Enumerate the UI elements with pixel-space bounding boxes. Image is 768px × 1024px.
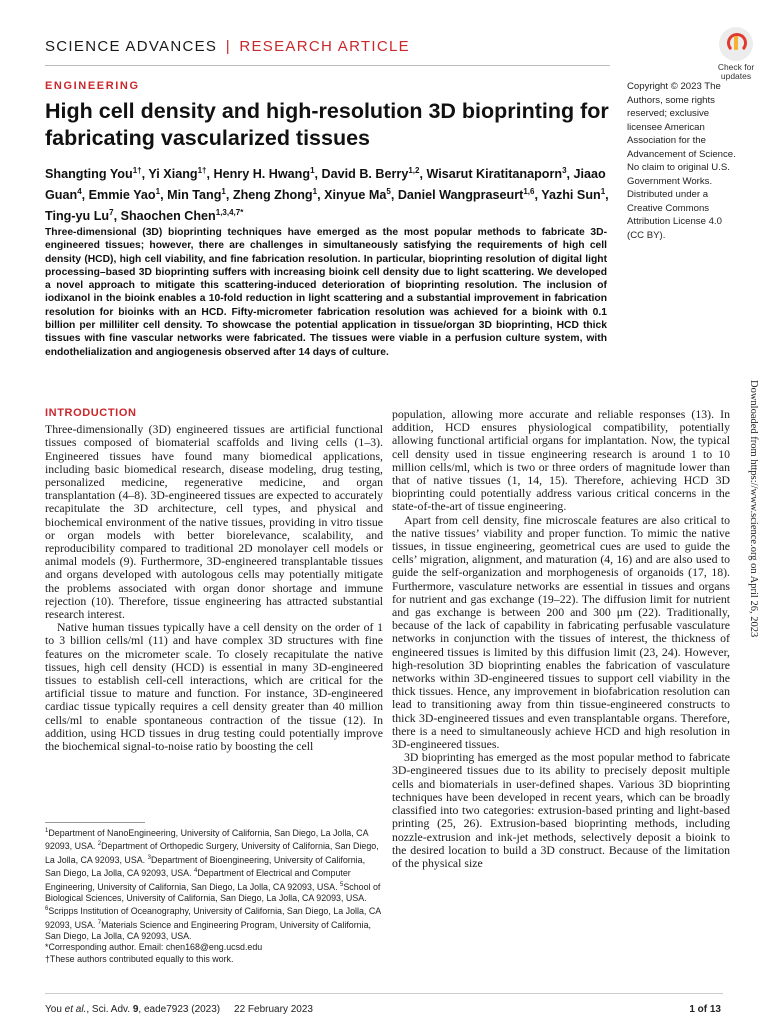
author-affiliation: 1 [155,187,161,197]
corresponding-author: *Corresponding author. Email: chen168@eng.ucsd.edu [45,942,263,953]
author-affiliation: 1 [600,187,606,197]
affiliation-number: 2 [97,841,102,848]
check-for-updates-badge[interactable] [709,27,763,83]
body-paragraph: Three-dimensionally (3D) engineered tissues are artificial functional tissues composed of biomaterial scaffolds and living cells (1–3). Engineered tissues have found many biomedical applications, including basic biomedical research, disease modeling, drug testing, personalized medicine, regenerative medicine, and organ transplantation (4–8). 3D-engineered tissues are expected to accurately recapitulate the 3D architecture, cell types, and physical and biochemical environment of the native tissues, providing in vitro tissue or organ models with better biorelevance, scalability, and reproducibility compared to traditional 2D monolayer cell models or animal models (9). Furthermore, 3D-engineered transplantable tissues and organs developed with autologous cells may potentially mitigate the problems associated with organ donor shortage and immune rejection (10). Therefore, tissue engineering has attracted substantial research interest. [45,422,383,622]
affiliation-number: 6 [45,906,49,913]
check-updates-label: Check for updates [717,62,755,81]
body-paragraph: 3D bioprinting has emerged as the most popular method to fabricate 3D-engineered tissues due to its ability to precisely deposit multiple cells and biomaterials in user-defined shapes. Various 3D bioprinting techniques have been developed in recent years, which can be broadly classified into two categories: extrusion-based printing and light-based printing (25, 26). Extrusion-based bioprinting methods, including nozzle-extrusion and ink-jet methods, selectively deposit a bioink to the desired location to build a 3D construct. Because of the limitation of the physical size [392,750,730,870]
footnotes [45,826,383,965]
affiliation-number: 1 [45,828,49,834]
header-separator: | [225,38,231,55]
author-name: Wisarut Kiratitanaporn [426,167,563,182]
author-affiliation: 1,3,4,7* [215,208,244,218]
author-affiliation: 1 [221,187,226,197]
affiliation-number: 3 [147,854,151,861]
copyright-notice: Copyright © 2023 The Authors, some rights reserved; exclusive licensee American Association for the Advancement of Science. No claim to original U.S. Government Works. Distributed under a Creative Commons Attribution License 4.0 (CC BY). [627,81,736,241]
affiliation-text: Department of Electrical and Computer Engineering, University of California, San Diego, La Jolla, CA 92093, USA. [45,868,351,892]
footnote-rule [45,822,145,823]
author-affiliation: 1† [197,166,207,175]
author-name: Emmie Yao [88,188,156,203]
affiliation-text: Department of Orthopedic Surgery, University of California, San Diego, La Jolla, CA 92093, USA. [45,841,379,865]
author-affiliation: 3 [562,166,567,175]
section-label: ENGINEERING [45,80,140,92]
download-note [745,380,759,680]
affiliations [45,826,383,942]
section-heading-introduction: INTRODUCTION [45,407,137,419]
affiliation-text: Department of NanoEngineering, University of California, San Diego, La Jolla, CA 92093, USA. [45,827,369,852]
body-paragraph: Native human tissues typically have a cell density on the order of 1 to 3 billion cells/ml (11) and have complex 3D structures with fine features on the micrometer scale. To closely recapitulate the native tissues, high cell density (HCD) is essential in many 3D-engineered tissues to establish cell-cell interactions, which are critical for the artificial tissue to mature and function. For instance, 3D-engineered cardiac tissue typically requires a cell density greater than 40 million cells/ml to enable spontaneous contraction of the tissue (12). In addition, using HCD tissues in drug testing could potentially improve the biochemical signal-to-noise ratio by boosting the cell [45,620,383,754]
author-list: Shangting You$^{1\dagger}$, Yi Xiang$^{1\dagger}$, Henry H. Hwang$^1$, David B. Berry$^{1,2}$, Wisarut Kiratitanaporn$^3$, Jiaao Guan$^4$, Emmie Yao$^1$, Min Tang$^1$, Zheng Zhong$^1$, Xinyue Ma$^5$, Daniel Wangpraseurt$^{1,6}$, Yazhi Sun$^1$, Ting-yu Lu$^7$, Shaochen Chen$^{1,3,4,7*}$ [45,166,609,224]
author-affiliation: 4 [77,187,82,197]
citation-line [45,1004,313,1015]
footer-rule [45,993,723,994]
author-name: Xinyue Ma [324,188,387,203]
header-rule [45,65,610,66]
journal-header [45,38,410,55]
abstract: Three-dimensional (3D) bioprinting techniques have emerged as the most popular methods to fabricate 3D-engineered tissues; however, there are challenges in simultaneously satisfying the requirements of high cell density (HCD), high cell viability, and fine fabrication resolution. In particular, bioprinting resolution of digital light processing–based 3D bioprinting suffers with increasing bioink cell density due to light scattering. We developed a novel approach to mitigate this scattering-induced deterioration of bioprinting resolution. The inclusion of iodixanol in the bioink enables a 10-fold reduction in light scattering and a substantial improvement in fabrication resolution for bioinks with an HCD. Fifty-micrometer fabrication resolution was achieved for a bioink with 0.1 billion per milliliter cell density. To showcase the potential application in tissue/organ 3D bioprinting, HCD thick tissues with fine vascular networks were fabricated. The tissues were viable in a perfusion culture system, with endothelialization and angiogenesis observed after 14 days of culture. [45,227,607,358]
author-name: Ting-yu Lu [45,209,110,224]
affiliation-number: 5 [340,881,344,888]
author-name: Yi Xiang [148,167,198,182]
author-affiliation: 7 [109,208,114,218]
body-paragraph: population, allowing more accurate and reliable responses (13). In addition, HCD ensures physiological compatibility, potentially allowing functional artificial organs for implantation. Now, the typical cell density used in tissue engineering research is around 1 to 10 million cells/ml, which is two or three orders of magnitude lower than that of native tissues (1, 14, 15). Therefore, achieving HCD 3D bioprinting could potentially address various critical concerns in the state-of-the-art of tissue engineering. [392,407,730,514]
author-affiliation: 1,2 [408,166,420,175]
author-affiliation: 1 [312,187,318,197]
body-paragraph: Apart from cell density, fine microscale features are also critical to the native tissues’ viability and proper function. To mimic the native tissues, in tissue engineering, geometrical cues are used to guide the cells’ migration, alignment, and maturation (4, 16) and are also used to guide the self-organization and morphogenesis of organoids (17, 18). Furthermore, vasculature networks are essential in tissues and organs for nutrient and gas exchange (19–22). The diffusion limit for nutrient and gas exchange is between 200 and 300 μm (22). Traditionally, because of the lack of capability in fabricating perfusable vasculature networks in conjunction with the tissues of interest, the thickness of engineered tissues is limited by this diffusion limit (23, 24). However, high-resolution 3D bioprinting enables the fabrication of vasculature networks within 3D-engineered tissues to support cell viability in the thick tissues. Hence, any improvement in biofabrication resolution can lead to transitioning away from thin tissue-engineered constructs to thick 3D-engineered tissues and even transplantable organs. Therefore, there is a need to simultaneously achieve HCD and high resolution in 3D-engineered tissues. [392,512,730,752]
author-name: Zheng Zhong [232,188,313,203]
affiliation-number: 4 [194,868,198,875]
author-name: Jiaao Guan [45,167,606,203]
article-type: RESEARCH ARTICLE [239,38,410,55]
affiliation-text: Department of Bioengineering, University of California, San Diego, La Jolla, CA 92093, USA. [45,854,366,879]
body-column-right [392,408,730,870]
author-name: Shaochen Chen [120,209,216,224]
author-affiliation: 1† [132,166,142,175]
page-number: 1 of 13 [689,1004,721,1015]
author-affiliation: 5 [386,187,391,197]
author-name: David B. Berry [321,167,409,182]
download-note-text: Downloaded from https://www.science.org on April 26, 2023 [748,380,759,638]
check-updates-icon [719,27,753,61]
affiliation-number: 7 [97,919,102,926]
citation-authors: You [45,1004,65,1015]
author-name: Henry H. Hwang [213,167,311,182]
author-affiliation: 1,6 [523,187,535,197]
body-column-left [45,407,383,753]
citation-journal: , Sci. Adv. [86,1004,133,1015]
affiliation-text: School of Biological Sciences, University of California, San Diego, La Jolla, CA 92093, USA. [45,881,381,903]
author-name: Daniel Wangpraseurt [397,188,524,203]
affiliation-text: Scripps Institution of Oceanography, University of California, San Diego, La Jolla, CA 92093, USA. [45,906,381,930]
citation-etal: et al. [64,1004,87,1015]
author-name: Yazhi Sun [541,188,601,203]
article-title: High cell density and high-resolution 3D bioprinting for fabricating vascularized tissues [45,99,609,150]
author-affiliation: 1 [310,166,315,175]
author-name: Shangting You [45,167,133,182]
citation-volume: 9 [132,1004,139,1015]
journal-name: SCIENCE ADVANCES [45,38,218,55]
author-name: Min Tang [167,188,222,203]
citation-details: , eade7923 (2023) 22 February 2023 [138,1004,313,1015]
equal-contribution-note: †These authors contributed equally to this work. [45,953,234,964]
affiliation-text: Materials Science and Engineering Program, University of California, San Diego, La Jolla, CA 92093, USA. [45,919,371,942]
